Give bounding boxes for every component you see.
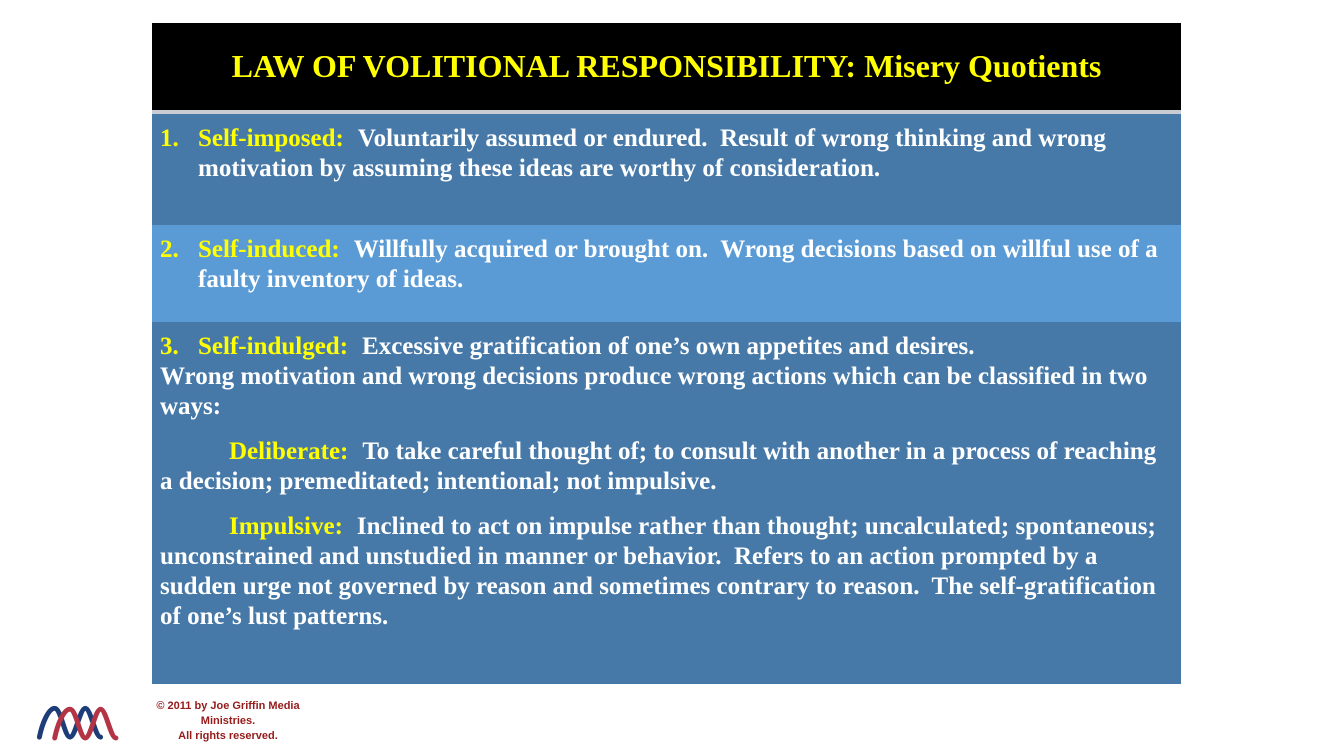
definition-deliberate — [160, 437, 1165, 497]
slide-title: LAW OF VOLITIONAL RESPONSIBILITY: Misery Quotients — [231, 48, 1102, 84]
item-row — [152, 114, 1181, 184]
definition-text: Inclined to act on impulse rather than thought; uncalculated; spontaneous; unconstrained and unstudied in manner or behavior. Refers to an action prompted by a sudden urge not governed by reason and sometimes contrary to reason. The self-gratification of one’s lust patterns. — [160, 513, 1163, 630]
item-label: Self-induced: — [198, 236, 340, 263]
footer — [0, 690, 420, 748]
item-lead-paragraph — [160, 332, 1165, 362]
misery-item-1 — [152, 114, 1181, 225]
copyright-block — [128, 699, 328, 744]
misery-item-2 — [152, 225, 1181, 322]
item-row — [152, 225, 1181, 295]
item-number: 3. — [160, 333, 179, 360]
item-body — [198, 332, 1165, 362]
item-body — [198, 235, 1165, 295]
item-text: Willfully acquired or brought on. Wrong decisions based on willful use of a faulty inventory of ideas. — [198, 236, 1164, 293]
item-number: 2. — [160, 236, 179, 263]
slide-header — [152, 23, 1181, 110]
item-number: 1. — [160, 125, 179, 152]
definition-label: Deliberate: — [229, 438, 349, 465]
definition-label: Impulsive: — [229, 513, 343, 540]
copyright-line2: All rights reserved. — [178, 730, 278, 742]
misery-item-3 — [152, 322, 1181, 684]
double-sine-wave-logo-icon — [34, 696, 124, 744]
copyright-line1: © 2011 by Joe Griffin Media Ministries. — [156, 700, 300, 727]
definition-impulsive — [160, 512, 1165, 632]
item3-continuation: Wrong motivation and wrong decisions produce wrong actions which can be classified in two ways: — [160, 363, 1154, 420]
item-body — [198, 124, 1165, 184]
definition-text: To take careful thought of; to consult with another in a process of reaching a decision; premeditated; intentional; not impulsive. — [160, 438, 1163, 495]
item-text: Voluntarily assumed or endured. Result of wrong thinking and wrong motivation by assuming these ideas are worthy of consideration. — [198, 125, 1113, 182]
item-label: Self-indulged: — [198, 333, 349, 360]
item-text: Excessive gratification of one’s own appetites and desires. — [362, 333, 975, 360]
slide-canvas — [152, 23, 1181, 684]
item-label: Self-imposed: — [198, 125, 344, 152]
